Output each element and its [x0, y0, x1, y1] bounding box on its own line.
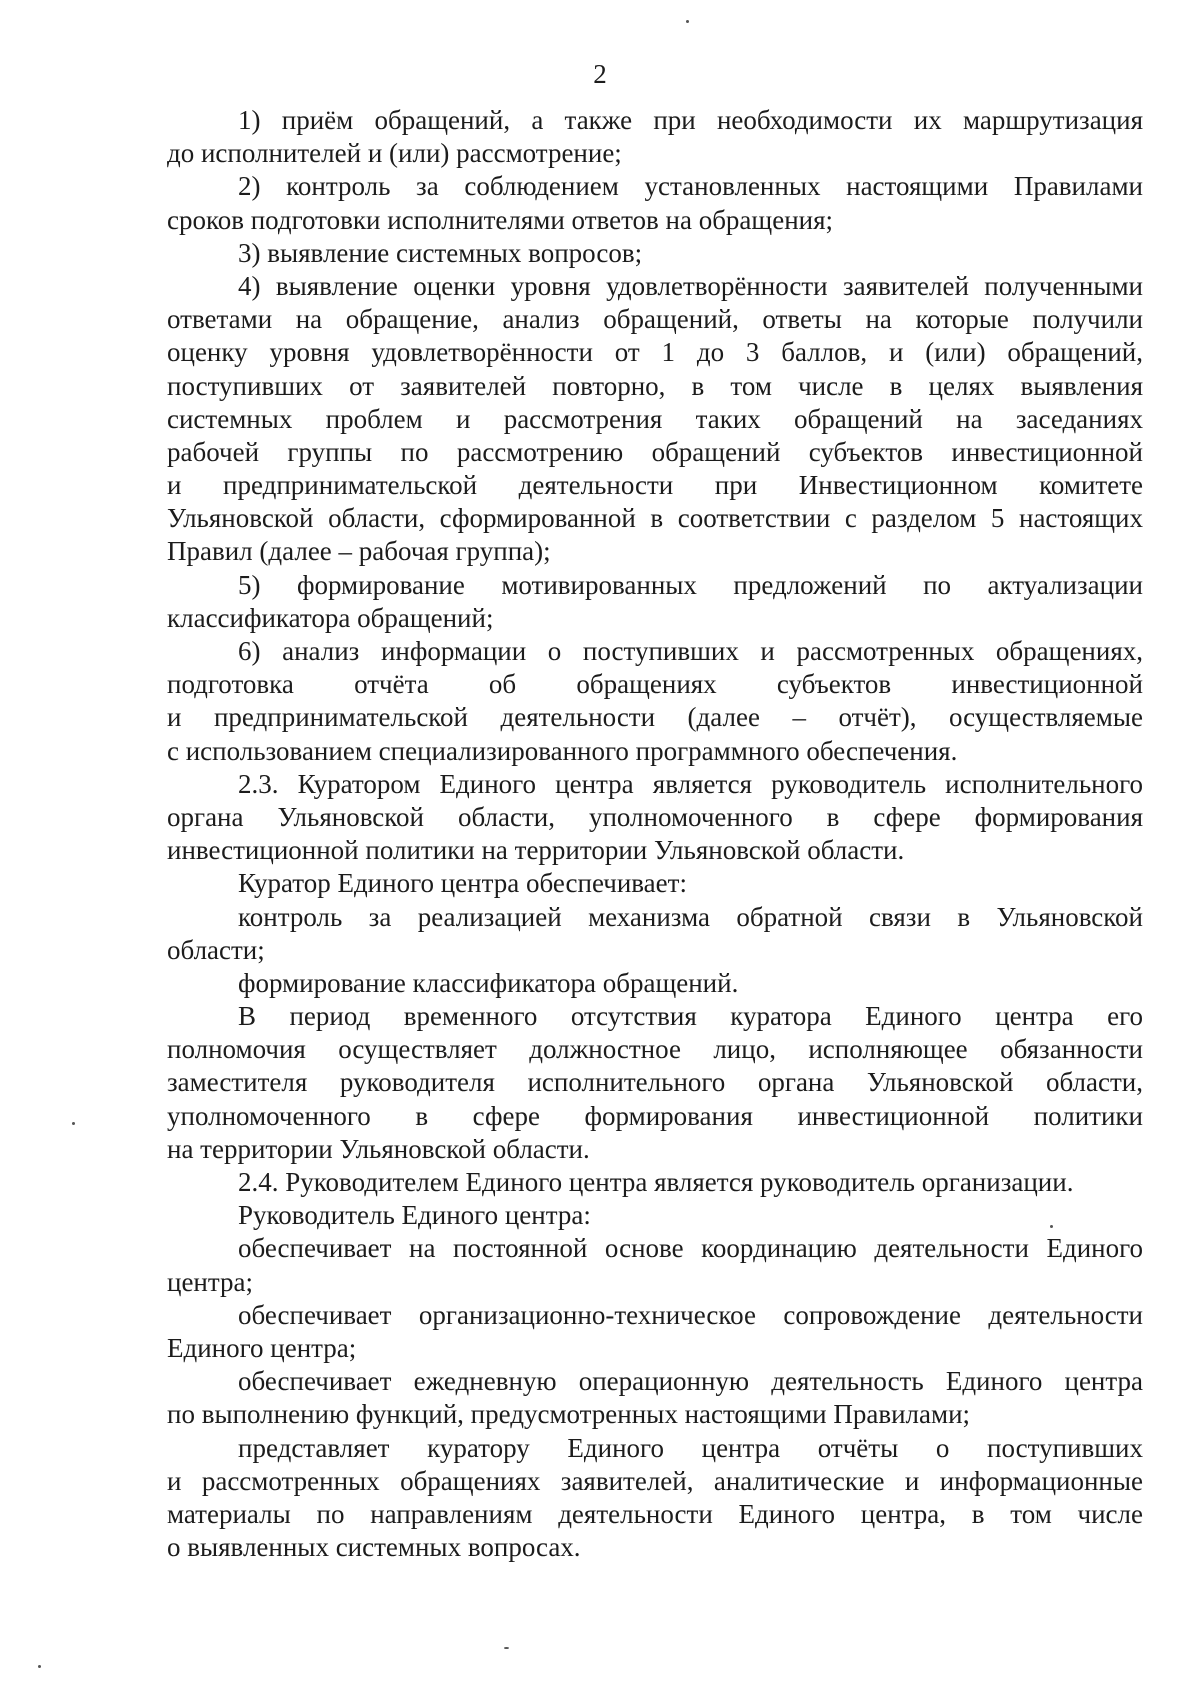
text-line: обеспечивает на постоянной основе координацию деятельности Единого [238, 1233, 1143, 1264]
text-line: 4) выявление оценки уровня удовлетворённости заявителей полученными [238, 270, 1143, 301]
text-line: представляет куратору Единого центра отчёты о поступивших [238, 1432, 1143, 1463]
scan-speck [504, 1647, 509, 1649]
text-line: на территории Ульяновской области. [167, 1133, 590, 1164]
text-line: по выполнению функций, предусмотренных настоящими Правилами; [167, 1399, 971, 1430]
text-line: уполномоченного в сфере формирования инвестиционной политики [167, 1100, 1143, 1131]
text-line: инвестиционной политики на территории Ульяновской области. [167, 835, 905, 866]
text-line: Правил (далее – рабочая группа); [167, 536, 551, 567]
text-line: Единого центра; [167, 1332, 357, 1363]
text-line: области; [167, 934, 265, 965]
text-line: полномочия осуществляет должностное лицо, исполняющее обязанности [167, 1034, 1143, 1065]
page-number: 2 [593, 59, 607, 89]
scan-speck [1050, 1225, 1053, 1228]
text-line: материалы по направлениям деятельности Единого центра, в том числе [167, 1498, 1143, 1529]
text-line: 2.4. Руководителем Единого центра является руководитель организации. [238, 1167, 1074, 1197]
scan-speck [38, 1665, 41, 1668]
text-line: 6) анализ информации о поступивших и рассмотренных обращениях, [238, 636, 1143, 666]
text-line: с использованием специализированного программного обеспечения. [167, 735, 958, 766]
text-line: 2) контроль за соблюдением установленных настоящими Правилами [238, 171, 1143, 202]
text-line: и предпринимательской деятельности при Инвестиционном комитете [167, 470, 1143, 501]
text-line: Куратор Единого центра обеспечивает: [238, 868, 687, 899]
text-line: органа Ульяновской области, уполномоченного в сфере формирования [167, 801, 1143, 832]
text-line: классификатора обращений; [167, 602, 494, 633]
text-line: центра; [167, 1266, 253, 1297]
text-line: о выявленных системных вопросах. [167, 1532, 581, 1563]
text-line: обеспечивает организационно-техническое сопровождение деятельности [238, 1299, 1143, 1330]
text-line: 2.3. Куратором Единого центра является руководитель исполнительного [238, 768, 1143, 799]
text-line: Ульяновской области, сформированной в соответствии с разделом 5 настоящих [167, 503, 1143, 534]
document-body [167, 104, 1143, 1564]
text-line: системных проблем и рассмотрения таких обращений на заседаниях [167, 403, 1143, 434]
text-line: оценку уровня удовлетворённости от 1 до 3 баллов, и (или) обращений, [167, 337, 1143, 368]
text-line: 5) формирование мотивированных предложений по актуализации [238, 569, 1143, 600]
text-line: контроль за реализацией механизма обратной связи в Ульяновской [238, 901, 1143, 932]
text-line: до исполнителей и (или) рассмотрение; [167, 138, 622, 169]
text-line: заместителя руководителя исполнительного органа Ульяновской области, [167, 1067, 1143, 1098]
text-line: В период временного отсутствия куратора Единого центра его [238, 1001, 1143, 1032]
text-line: и рассмотренных обращениях заявителей, аналитические и информационные [167, 1465, 1143, 1496]
text-line: сроков подготовки исполнителями ответов на обращения; [167, 204, 834, 235]
text-line: рабочей группы по рассмотрению обращений субъектов инвестиционной [167, 436, 1143, 467]
text-line: 3) выявление системных вопросов; [238, 237, 643, 268]
text-line: формирование классификатора обращений. [238, 967, 739, 998]
text-line: поступивших от заявителей повторно, в том числе в целях выявления [167, 370, 1143, 401]
scan-speck [686, 20, 689, 23]
text-line: Руководитель Единого центра: [238, 1200, 591, 1231]
text-line: обеспечивает ежедневную операционную деятельность Единого центра [238, 1366, 1143, 1397]
text-line: 1) приём обращений, а также при необходимости их маршрутизация [238, 105, 1143, 135]
scan-speck [72, 1122, 75, 1125]
text-line: подготовка отчёта об обращениях субъектов инвестиционной [167, 669, 1143, 700]
text-line: и предпринимательской деятельности (далее – отчёт), осуществляемые [167, 702, 1143, 733]
text-line: ответами на обращение, анализ обращений, ответы на которые получили [167, 304, 1143, 335]
